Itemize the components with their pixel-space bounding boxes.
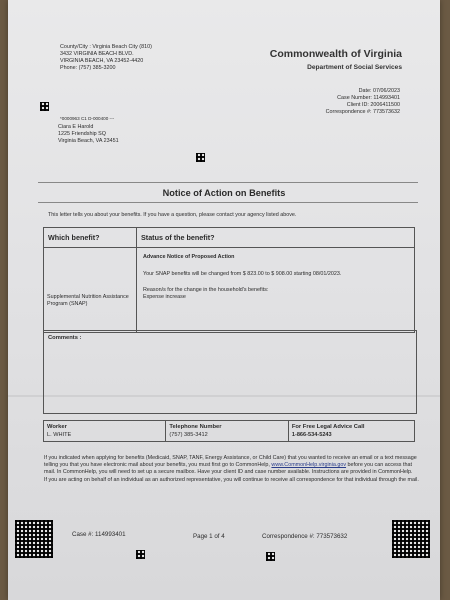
column-header-benefit: Which benefit?	[44, 228, 137, 248]
advance-notice-title: Advance Notice of Proposed Action	[143, 254, 235, 260]
footer-case-number: Case #: 114993401	[72, 531, 126, 538]
department-name: Department of Social Services	[307, 64, 402, 71]
recipient-city: Virginia Beach, VA 23451	[58, 138, 119, 144]
letter-page	[8, 0, 440, 600]
page-number: Page 1 of 4	[193, 533, 225, 540]
phone-cell	[166, 421, 288, 442]
agency-line: County/City : Virginia Beach City (810)	[60, 44, 152, 50]
phone-number: (757) 385-3412	[169, 432, 208, 438]
recipient-name: Ciara E Harold	[58, 124, 94, 130]
barcode-icon	[266, 552, 275, 561]
mail-code: *0000963 C1 D-000400 ---	[60, 116, 115, 121]
recipient-street: 1225 Friendship SQ	[58, 131, 106, 137]
commonhelp-paragraph	[44, 455, 424, 476]
column-header-status: Status of the benefit?	[137, 228, 415, 248]
letter-meta	[326, 88, 400, 116]
contact-table	[43, 420, 415, 442]
benefit-cell	[44, 248, 137, 333]
worker-name: L. WHITE	[47, 432, 72, 438]
footer-correspondence: Correspondence #: 773573632	[262, 533, 348, 540]
status-cell	[137, 248, 415, 333]
agency-address	[60, 44, 152, 72]
footer-text	[44, 455, 424, 485]
comments-label: Comments :	[48, 335, 82, 341]
agency-line: VIRGINIA BEACH, VA 23452-4420	[60, 58, 144, 64]
qr-code-icon	[15, 520, 53, 558]
reason-value: Expense increase	[143, 294, 186, 300]
legal-label: For Free Legal Advice Call	[291, 424, 365, 430]
agency-line: Phone: (757) 385-3200	[60, 65, 116, 71]
case-number: Case Number: 114993401	[337, 95, 400, 101]
benefit-name: Supplemental Nutrition Assistance Program (SNAP)	[47, 294, 129, 307]
legal-phone: 1-866-534-5243	[291, 432, 332, 438]
phone-label: Telephone Number	[169, 424, 222, 430]
comments-box	[43, 330, 417, 414]
commonhelp-text-end: before you can access that mail. In CommonHelp, you will need to set up a secure mailbox. Have your client ID and case number available. Instructions are provided in CommonHelp.	[44, 462, 413, 475]
representative-paragraph: If you are acting on behalf of an individual as an authorized representative, you will continue to receive all correspondence for that individual through the mail.	[44, 477, 419, 483]
client-id: Client ID: 2006411500	[346, 102, 400, 108]
worker-cell	[44, 421, 166, 442]
divider	[38, 202, 418, 203]
legal-cell	[288, 421, 414, 442]
notice-title: Notice of Action on Benefits	[162, 188, 286, 198]
barcode-icon	[40, 102, 49, 111]
agency-line: 3432 VIRGINIA BEACH BLVD.	[60, 51, 134, 57]
barcode-icon	[196, 153, 205, 162]
benefits-table	[43, 227, 415, 333]
commonhelp-link[interactable]: www.CommonHelp.virginia.gov	[271, 462, 347, 468]
divider	[38, 182, 418, 183]
benefit-change: Your SNAP benefits will be changed from $ 823.00 to $ 908.00 starting 08/01/2023.	[143, 271, 342, 277]
worker-label: Worker	[47, 424, 67, 430]
reason-label: Reason/s for the change in the household's benefits:	[143, 287, 269, 293]
commonhelp-text-start: If you indicated when applying for benefits (Medicaid, SNAP, TANF, Energy Assistance, or Child Care) that you wanted to receive an email or a text message telling you that you have electronic mail about your benefits, you must first go to CommonHelp,	[44, 455, 417, 468]
notice-intro: This letter tells you about your benefits. If you have a question, please contact your agency listed above.	[48, 212, 297, 218]
recipient-address	[58, 124, 119, 145]
letter-date: Date: 07/06/2023	[358, 88, 400, 94]
qr-code-icon	[392, 520, 430, 558]
barcode-icon	[136, 550, 145, 559]
commonwealth-title: Commonwealth of Virginia	[269, 48, 402, 60]
correspondence-number: Correspondence #: 773573632	[325, 109, 400, 115]
